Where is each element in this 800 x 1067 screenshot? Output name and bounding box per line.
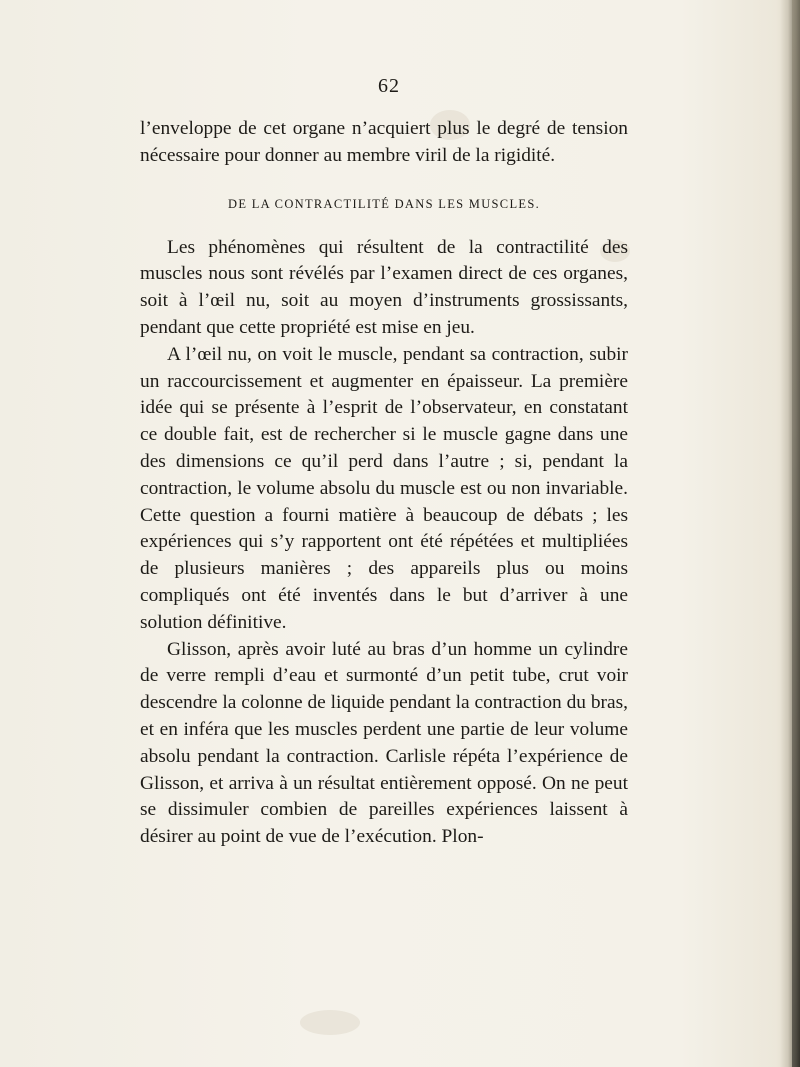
- paragraph: A l’œil nu, on voit le muscle, pendant sa contraction, subir un raccourcissement et augmenter en épaisseur. La première idée qui se présente à l’esprit de l’observateur, en constatant ce double fait, est de rechercher si le muscle gagne dans une des dimensions ce qu’il perd dans l’autre ; si, pendant la contraction, le volume absolu du muscle est ou non invariable. Cette question a fourni matière à beaucoup de débats ; les expériences qui s’y rapportent ont été répétées et multipliées de plusieurs manières ; des appareils plus ou moins compliqués ont été inventés dans le but d’arriver à une solution définitive.: [140, 343, 628, 633]
- paragraph: Les phénomènes qui résultent de la contractilité des muscles nous sont révélés par l’examen direct de ces organes, soit à l’œil nu, soit au moyen d’instruments grossissants, pendant que cette propriété est mise en jeu.: [140, 236, 628, 338]
- paper-stain: [300, 1010, 360, 1035]
- paragraph-continuation: l’enveloppe de cet organe n’acquiert plus le degré de tension nécessaire pour donner au membre viril de la rigidité.: [140, 118, 628, 166]
- page-number: 62: [378, 75, 400, 97]
- paragraph: Glisson, après avoir luté au bras d’un homme un cylindre de verre rempli d’eau et surmonté d’un petit tube, crut voir descendre la colonne de liquide pendant la contraction du bras, et en inféra que les muscles perdent une partie de leur volume absolu pendant la contraction. Carlisle répéta l’expérience de Glisson, et arriva à un résultat entièrement opposé. On ne peut se dissimuler combien de pareilles expériences laissent à désirer au point de vue de l’exécution. Plon-: [140, 638, 628, 848]
- page-body: [140, 116, 628, 851]
- page-edge: [792, 0, 800, 1067]
- section-heading: DE LA CONTRACTILITÉ DANS LES MUSCLES.: [228, 196, 540, 211]
